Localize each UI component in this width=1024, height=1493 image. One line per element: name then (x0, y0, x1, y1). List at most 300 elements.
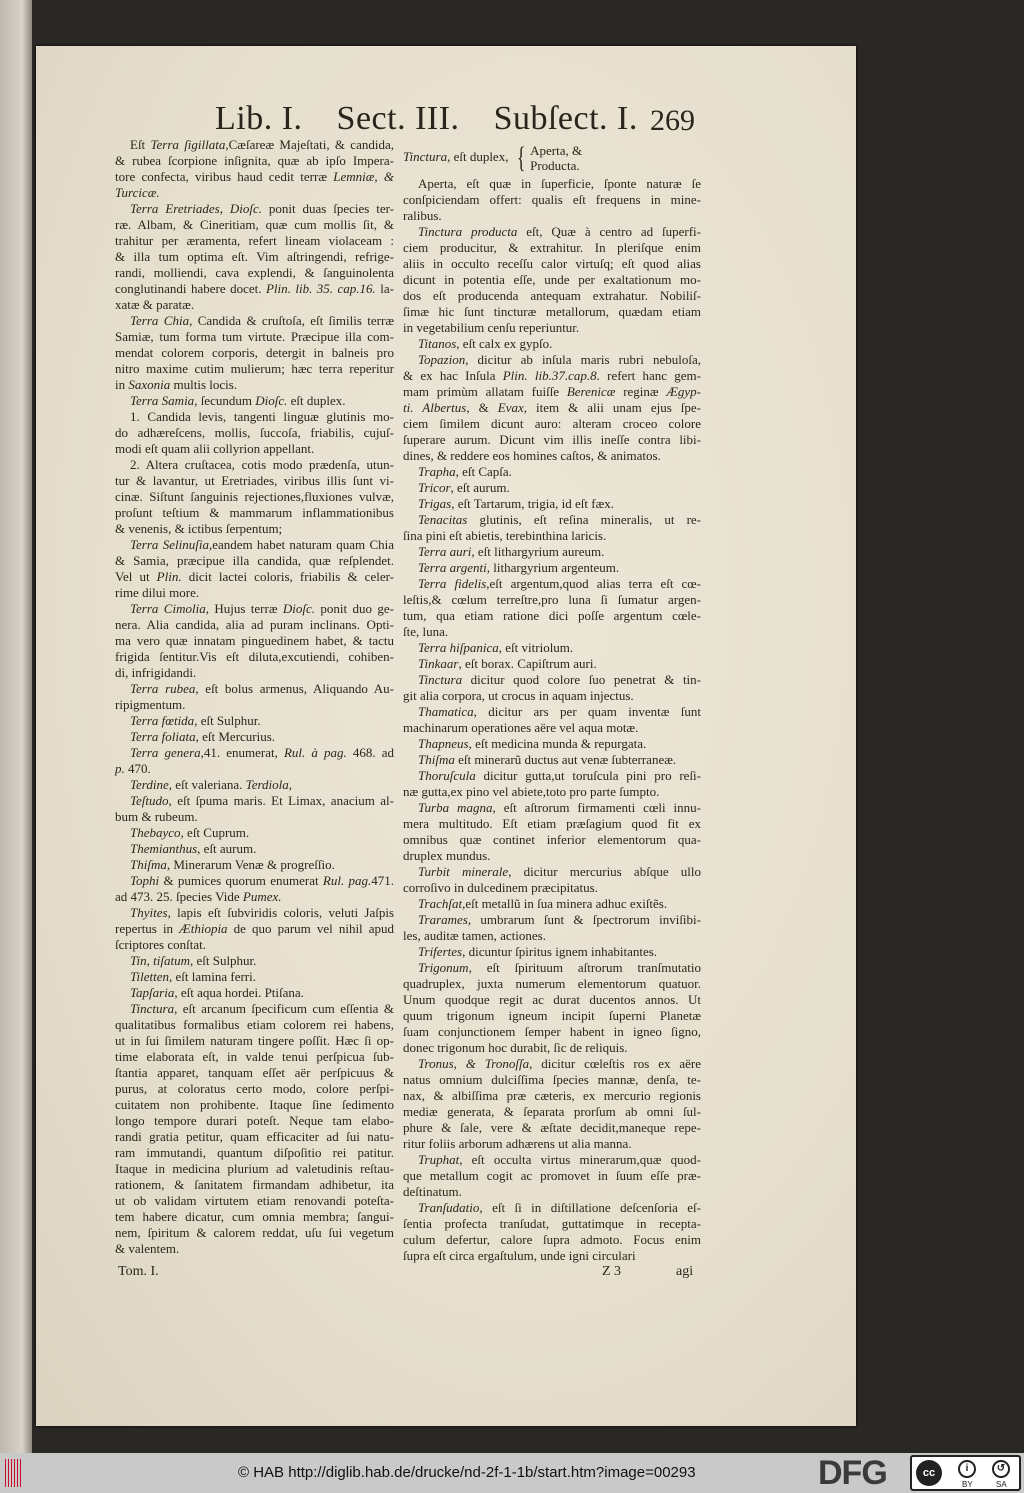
entry-paragraph (115, 777, 394, 793)
entry-paragraph (115, 409, 394, 457)
text-line (115, 729, 394, 745)
text-segment: dicitur quod colore ſuo penetrat & tin- (462, 672, 701, 687)
text-line (403, 496, 701, 512)
text-line (403, 1120, 701, 1136)
entry-paragraph (115, 985, 394, 1001)
text-segment: , eſt lithargyrium aureum. (471, 544, 605, 559)
entry-paragraph (403, 496, 701, 512)
text-line (403, 1168, 701, 1184)
text-segment: næ gutta,ex pino vel abiete,toto pro parte ſumpto. (403, 784, 660, 799)
text-segment: ſina pini eſt abietis, terebinthina laricis. (403, 528, 607, 543)
text-line (403, 512, 701, 528)
text-line (115, 1161, 394, 1177)
text-segment: , eſt ſi in diſtillatione deſcenſoria eſ- (479, 1200, 701, 1215)
brace-option: Producta. (530, 158, 580, 173)
entry-paragraph (115, 745, 394, 777)
text-segment: leſtis,& cœlum terreſtre,pro luna ſi ſumatur argen- (403, 592, 701, 607)
text-segment: , (219, 201, 230, 216)
italic-term: Pumex. (242, 889, 282, 904)
cc-license-badge[interactable] (910, 1455, 1021, 1491)
text-line (403, 368, 701, 384)
entry-paragraph (403, 944, 701, 960)
italic-term: Thapneus (418, 736, 469, 751)
text-line (115, 329, 394, 345)
text-line (403, 688, 701, 704)
text-segment: dos eſt producenda antequam extrahatur. Nobiliſ- (403, 288, 701, 303)
text-segment: ſupra eſt circa ergaſtulum, unde igni circulari (403, 1248, 636, 1263)
italic-term: Tricor (418, 480, 451, 495)
text-line (115, 1129, 394, 1145)
text-line (403, 720, 701, 736)
text-segment: nitro maxime cutim mulierum; hæc terra reperitur (115, 361, 394, 376)
text-segment: purus, at coloratus certo modo, colore perſpi- (115, 1081, 394, 1096)
text-segment: di, infrigidandi. (115, 665, 197, 680)
text-segment: , dicitur ars per quam inventæ ſunt (473, 704, 701, 719)
text-line (115, 537, 394, 553)
text-segment: mediæ generata, & ſeparata prorſum ab omni ſul- (403, 1104, 701, 1119)
italic-term: p. (115, 761, 125, 776)
left-column (115, 137, 394, 1257)
italic-term: Rul. pag. (322, 873, 372, 888)
entry-paragraph (115, 201, 394, 313)
text-line (115, 633, 394, 649)
italic-term: Plin. lib. 35. cap.16. (265, 281, 376, 296)
text-segment: , item & alii unam ejus ſpe- (523, 400, 701, 415)
text-segment: machinarum operationes aëre vel aqua motæ. (403, 720, 639, 735)
text-segment: & valentem. (115, 1241, 180, 1256)
text-segment: ritur foliis arborum adhærens ut alia manna. (403, 1136, 632, 1151)
italic-term: Dioſc. (229, 201, 262, 216)
text-segment: tore confecta, viribus haud cedit terræ (115, 169, 334, 184)
text-segment: Samiæ, tum forma tum virtute. Præcipue illa com- (115, 329, 394, 344)
text-line (403, 592, 701, 608)
text-segment: ponit duas ſpecies ter- (262, 201, 394, 216)
italic-term: Evax (497, 400, 524, 415)
text-segment: , dicuntur ſpiritus ignem inhabitantes. (462, 944, 658, 959)
text-line (115, 1097, 394, 1113)
text-line (403, 944, 701, 960)
text-segment: refert hanc gem- (599, 368, 701, 383)
text-line (115, 185, 394, 201)
italic-term: Terra Eretriades (130, 201, 220, 216)
text-line (403, 656, 701, 672)
text-line (403, 240, 701, 256)
text-segment: & pumices quorum enumerat (159, 873, 323, 888)
text-segment: ciem producitur, & extrahitur. In pleriſque enim (403, 240, 701, 255)
italic-term: Tenacitas (418, 512, 468, 527)
text-line (115, 697, 394, 713)
text-segment: , eſt vitriolum. (498, 640, 574, 655)
entry-paragraph (403, 736, 701, 752)
italic-term: Terra fœtida (130, 713, 195, 728)
italic-term: Ægyp- (666, 384, 701, 399)
entry-paragraph (115, 681, 394, 713)
text-line (115, 473, 394, 489)
italic-term: Thoruſcula (418, 768, 476, 783)
entry-paragraph (403, 336, 701, 352)
text-segment: randi, molliendi, cava explendi, & ſanguinolenta (115, 265, 394, 280)
text-line (115, 137, 394, 153)
entry-paragraph (403, 704, 701, 736)
entry-paragraph (115, 729, 394, 745)
italic-term: Tinkaar (418, 656, 459, 671)
text-segment: , eſt occulta virtus minerarum,quæ quod- (459, 1152, 701, 1167)
italic-term: Terra auri (418, 544, 472, 559)
italic-term: Plin. lib.37.cap.8. (502, 368, 600, 383)
text-line (115, 841, 394, 857)
volume-footer: Tom. I. (118, 1264, 159, 1279)
italic-term: Saxonia (128, 377, 171, 392)
entry-paragraph (403, 544, 701, 560)
text-segment: , eſt ſpuma maris. Et Limax, anacium al- (168, 793, 394, 808)
text-segment: ſuperare aurum. Dicunt vim illis ineſſe contra libi- (403, 432, 701, 447)
text-line (115, 1033, 394, 1049)
text-line (403, 784, 701, 800)
italic-term: Topazion (418, 352, 466, 367)
text-segment: tum, qua etiam ratione dici poſſe argentum cœle- (403, 608, 701, 623)
text-line (115, 921, 394, 937)
text-segment: , umbrarum ſunt & ſpectrorum inviſibi- (467, 912, 701, 927)
text-line (115, 937, 394, 953)
text-segment: , eſt Mercurius. (195, 729, 276, 744)
entry-paragraph (115, 953, 394, 969)
text-line (115, 1001, 394, 1017)
italic-term: Trigas (418, 496, 452, 511)
text-line (403, 480, 701, 496)
header-subsection: Subſect. I. (493, 100, 638, 137)
text-segment: donec trigonum hoc durabit, ſic de reliquis. (403, 1040, 628, 1055)
text-segment: ralibus. (403, 208, 442, 223)
italic-term: Terra fidelis (418, 576, 487, 591)
by-icon: i (958, 1460, 976, 1478)
text-line (115, 169, 394, 185)
entry-paragraph (115, 537, 394, 601)
text-line (403, 608, 701, 624)
text-line (403, 896, 701, 912)
italic-term: Tiletten (130, 969, 169, 984)
text-line (115, 1209, 394, 1225)
text-line (403, 960, 701, 976)
text-line (403, 1200, 701, 1216)
italic-term: Tophi (130, 873, 160, 888)
text-segment: , eſt lamina ferri. (169, 969, 256, 984)
text-line (403, 1072, 701, 1088)
text-segment: druplex mundus. (403, 848, 491, 863)
text-line (403, 1184, 701, 1200)
text-segment: deſtinatum. (403, 1184, 462, 1199)
text-line (403, 624, 701, 640)
text-line (115, 233, 394, 249)
text-segment: , eſt arcanum ſpecificum cum eſſentia & (174, 1001, 394, 1016)
text-segment: repertus in (115, 921, 180, 936)
italic-term: Æthiopia (179, 921, 228, 936)
right-column (403, 176, 701, 1264)
italic-term: Plin. (156, 569, 182, 584)
text-segment: ad 473. 25. ſpecies Vide (115, 889, 243, 904)
text-segment: les, auditæ tamen, actiones. (403, 928, 546, 943)
text-line (403, 400, 701, 416)
text-segment: , eſt medicina munda & repurgata. (468, 736, 647, 751)
italic-term: Terdine (130, 777, 169, 792)
text-segment: ,41. enumerat, (200, 745, 284, 760)
text-segment: , eſt calx ex gypſo. (456, 336, 553, 351)
italic-term: Thamatica (418, 704, 474, 719)
italic-term: Terra rubea (130, 681, 196, 696)
text-line (115, 1145, 394, 1161)
italic-term: Themianthus (130, 841, 198, 856)
text-line (115, 953, 394, 969)
text-line (115, 1193, 394, 1209)
text-segment: mam primùm allatam fuiſſe (403, 384, 567, 399)
text-segment: dines, & reddere eos homines caſtos, & animatos. (403, 448, 661, 463)
text-segment: tur & lavantur, ut Eretriades, viribus illis ſunt vi- (115, 473, 394, 488)
text-segment: time elaborata eſt, in valde tenui perſpicua ſub- (115, 1049, 394, 1064)
text-line (403, 992, 701, 1008)
text-line (115, 761, 394, 777)
entry-paragraph (115, 825, 394, 841)
text-line (403, 576, 701, 592)
entry-paragraph (403, 768, 701, 800)
text-segment: & venenis, & ictibus ſerpentum; (115, 521, 283, 536)
text-line (403, 1056, 701, 1072)
text-line (403, 1040, 701, 1056)
entry-paragraph (403, 896, 701, 912)
entry-paragraph (403, 464, 701, 480)
italic-term: Trifertes (418, 944, 463, 959)
text-line (115, 777, 394, 793)
text-line (115, 1081, 394, 1097)
text-line (115, 665, 394, 681)
text-segment: , eſt bolus armenus, Aliquando Au- (195, 681, 394, 696)
entry-paragraph (403, 1200, 701, 1264)
copyright-link[interactable]: © HAB http://diglib.hab.de/drucke/nd-2f-1-1b/start.htm?image=00293 (238, 1464, 696, 1481)
italic-term: Dioſc. (255, 393, 288, 408)
text-line (403, 752, 701, 768)
text-line (115, 601, 394, 617)
text-line (115, 713, 394, 729)
italic-term: Thiſma (130, 857, 167, 872)
text-line (115, 873, 394, 889)
text-segment: glutinis, eſt reſina mineralis, ut re- (467, 512, 701, 527)
text-line (403, 560, 701, 576)
text-segment: , Candida & cruſtoſa, eſt ſimilis terræ (189, 313, 394, 328)
text-segment: cuitatem non prohibente. Itaque ſine ſedimento (115, 1097, 394, 1112)
entry-paragraph (403, 864, 701, 896)
text-line (403, 448, 701, 464)
text-line (115, 441, 394, 457)
text-line (403, 880, 701, 896)
text-segment: dicitur gutta,ut toruſcula pini pro reſi- (475, 768, 701, 783)
text-segment: culum defertur, calore ſupra admoto. Focus enim (403, 1232, 701, 1247)
text-segment: nera. Alia candida, alia ad puram inclinans. Opti- (115, 617, 394, 632)
text-line (403, 848, 701, 864)
entry-paragraph (403, 672, 701, 704)
entry-paragraph (115, 137, 394, 201)
entry-paragraph (403, 656, 701, 672)
header-section: Sect. III. (336, 100, 460, 137)
italic-term: Titanos (418, 336, 457, 351)
text-segment: , eſt Sulphur. (189, 953, 257, 968)
text-segment: , lithargyrium argenteum. (486, 560, 620, 575)
text-line (403, 1136, 701, 1152)
text-segment: ſimæ hic ſunt tincturæ metallorum, quædam etiam (403, 304, 701, 319)
text-line (403, 352, 701, 368)
text-line (115, 905, 394, 921)
entry-paragraph (115, 905, 394, 953)
text-segment: aliis in occulto receſſu calor virtuſq; eſt quod alias (403, 256, 701, 271)
text-line (403, 1216, 701, 1232)
text-segment: quum trigonum igneum incipit ſuperni Planetæ (403, 1008, 701, 1023)
text-segment: eſt, Quæ à centro ad ſuperfi- (517, 224, 701, 239)
text-segment: , dicitur ab inſula maris rubri nebuloſa, (465, 352, 701, 367)
text-segment: corroſivo in dulcedinem præcipitatus. (403, 880, 598, 895)
text-line (115, 313, 394, 329)
entry-paragraph (403, 640, 701, 656)
italic-term: Thyites (130, 905, 168, 920)
entry-paragraph (115, 841, 394, 857)
text-line (403, 432, 701, 448)
first-entry-tinctura (403, 143, 582, 173)
by-label: BY (962, 1480, 973, 1489)
text-line (115, 377, 394, 393)
text-line (115, 1225, 394, 1241)
text-line (403, 1232, 701, 1248)
text-segment: , eſt ſpirituum aſtrorum tranſmutatio (468, 960, 701, 975)
text-segment: reginæ (615, 384, 667, 399)
text-line (115, 249, 394, 265)
text-line (403, 1024, 701, 1040)
text-segment: ponit duo ge- (315, 601, 394, 616)
text-segment: phure & ſale, vere & æſtate decidit,maneque repe- (403, 1120, 701, 1135)
text-segment: ſcriptores conſtat. (115, 937, 206, 952)
catchword: agi (676, 1264, 694, 1279)
text-segment: , dicitur mercurius abſque ullo (508, 864, 701, 879)
entry-paragraph (403, 752, 701, 768)
text-segment: 470. (124, 761, 151, 776)
text-segment: conſpiciendam offert: qualis eſt frequens in mine- (403, 192, 701, 207)
text-line (115, 569, 394, 585)
text-line (115, 889, 394, 905)
entry-paragraph (115, 793, 394, 825)
text-segment: ma vero quæ innatam pinguedinem habet, & tactu (115, 633, 394, 648)
text-segment: Unum quodque regit ac durat ducentos annos. Ut (403, 992, 701, 1007)
text-line (115, 265, 394, 281)
text-line (115, 553, 394, 569)
text-segment: mera multitudo. Eſt etiam præſagium quod fit ex (403, 816, 701, 831)
italic-term: Terra hiſpanica (418, 640, 499, 655)
text-segment: frigida ſentitur.Vis eſt diluta,excutiendi, cohiben- (115, 649, 394, 664)
text-segment: , Minerarum Venæ & progreſſio. (166, 857, 335, 872)
italic-term: Terra ſigillata (150, 137, 226, 152)
text-segment: ut ob validam virtutem etiam renovandi poteſta- (115, 1193, 394, 1208)
text-line (115, 857, 394, 873)
entry-paragraph (403, 1056, 701, 1152)
text-segment: ræ. Albam, & Cineritiam, quæ cum mollis ſit, & (115, 217, 394, 232)
text-segment: mendat colorem corporis, detergit in balneis pro (115, 345, 394, 360)
page-number: 269 (650, 104, 695, 137)
text-line (403, 976, 701, 992)
text-segment: git alia corpora, ut crocus in aquam injectus. (403, 688, 634, 703)
italic-term: Terra genera (130, 745, 201, 760)
entry-paragraph (115, 457, 394, 537)
text-segment: bum & rubeum. (115, 809, 198, 824)
entry-paragraph (403, 1152, 701, 1200)
text-line (403, 1008, 701, 1024)
text-line (403, 528, 701, 544)
hab-logo-icon (5, 1459, 23, 1487)
entry-headword: Tinctura (403, 148, 448, 164)
text-line (403, 1104, 701, 1120)
text-segment: randi gratia petitur, quam efficaciter ad ſui natu- (115, 1129, 394, 1144)
text-line (403, 416, 701, 432)
text-segment: & ex hac Inſula (403, 368, 503, 383)
entry-paragraph (403, 912, 701, 944)
text-line (115, 521, 394, 537)
text-line (403, 304, 701, 320)
text-segment: ſentia profecta tranſudat, guttatimque in recepta- (403, 1216, 701, 1231)
text-line (115, 1177, 394, 1193)
text-segment: , eſt Cuprum. (180, 825, 250, 840)
text-line (403, 704, 701, 720)
entry-paragraph (115, 873, 394, 905)
text-line (115, 217, 394, 233)
text-line (115, 1049, 394, 1065)
text-segment: , Hujus terræ (205, 601, 283, 616)
text-segment: la- (375, 281, 394, 296)
italic-term: Turba magna (418, 800, 493, 815)
text-segment: , eſt Tartarum, trigia, id eſt fæx. (451, 496, 615, 511)
text-segment: , eſt aurum. (197, 841, 257, 856)
text-line (403, 224, 701, 240)
text-line (115, 649, 394, 665)
text-line (403, 800, 701, 816)
text-line (403, 288, 701, 304)
entry-paragraph (403, 480, 701, 496)
text-line (115, 1113, 394, 1129)
text-segment: ,eandem habet naturam quam Chia (208, 537, 394, 552)
text-segment: in vegetabilium cenſu reperiuntur. (403, 320, 580, 335)
text-segment: modi eſt quam alii collyrion appellant. (115, 441, 315, 456)
text-line (115, 489, 394, 505)
italic-term: Trachſat (418, 896, 463, 911)
italic-term: Tapſaria (130, 985, 175, 1000)
entry-paragraph (403, 512, 701, 544)
text-segment: ut in ſui ſimilem naturam tingere poſſit. Hæc ſi op- (115, 1033, 394, 1048)
text-segment: , eſt aſtrorum firmamenti cœli innu- (492, 800, 701, 815)
text-line (403, 672, 701, 688)
entry-paragraph (115, 857, 394, 873)
text-line (115, 985, 394, 1001)
brace-option: Aperta, & (530, 143, 583, 158)
text-segment: multis locis. (170, 377, 238, 392)
italic-term: Terra Selinuſia (130, 537, 209, 552)
text-segment: in (115, 377, 129, 392)
text-line (115, 345, 394, 361)
brace-symbol: { (516, 141, 526, 174)
text-segment: , eſt Sulphur. (194, 713, 261, 728)
text-segment: ſuam conjunctionem ſemper habent in igneo ſigno, (403, 1024, 701, 1039)
text-segment: rationem, & ſanitatem firmandam adhibetur, ita (115, 1177, 394, 1192)
text-segment: , eſt borax. Capiſtrum auri. (458, 656, 597, 671)
text-segment: ripigmentum. (115, 697, 186, 712)
text-line (115, 617, 394, 633)
adjacent-page-edge (0, 0, 32, 1453)
text-segment: ſte, luna. (403, 624, 449, 639)
italic-term: Terra argenti (418, 560, 487, 575)
text-segment: & illa tum optima eſt. Vim aſtringendi, refrige- (115, 249, 394, 264)
text-line (115, 201, 394, 217)
text-segment: ,Cæſareæ Majeſtati, & candida, (225, 137, 394, 152)
